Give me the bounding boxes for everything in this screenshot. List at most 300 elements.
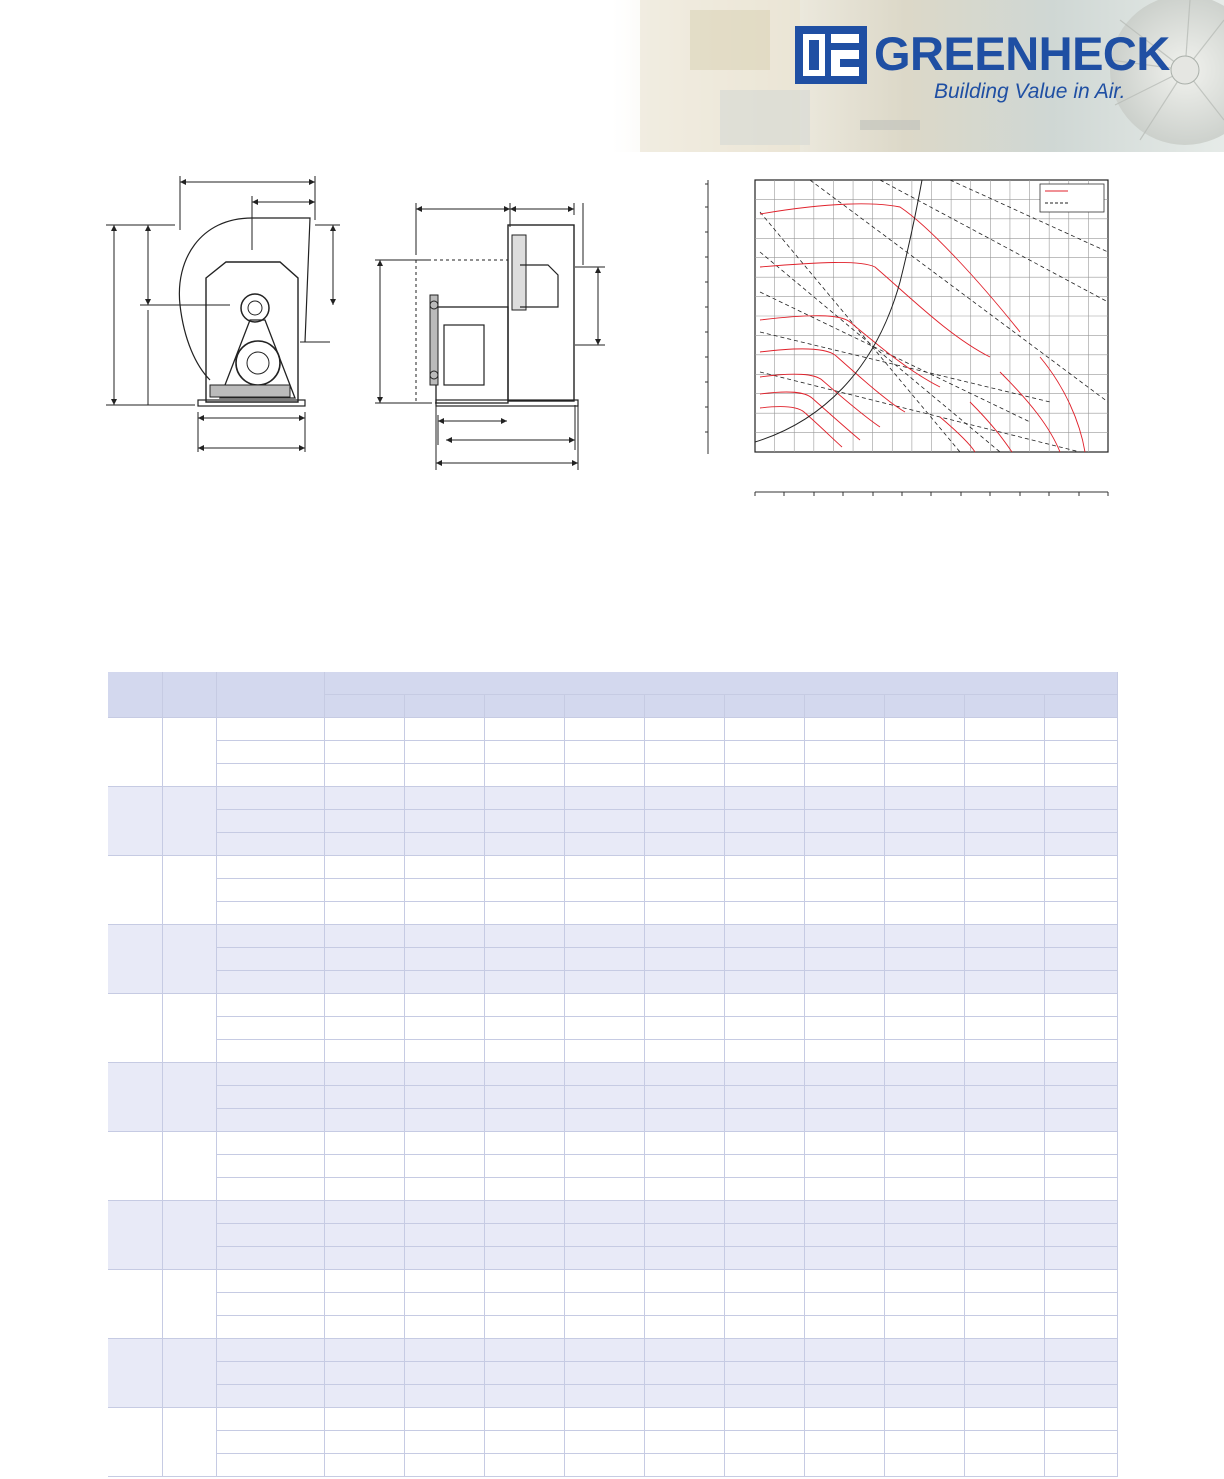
table-cell [724,1201,804,1224]
table-cell [644,741,724,764]
table-cell [1044,833,1117,856]
table-cell [404,787,484,810]
table-cell [324,925,404,948]
table-cell [884,1155,964,1178]
table-cell [484,1017,564,1040]
table-cell [162,1339,216,1408]
table-cell [884,1132,964,1155]
table-cell [804,1385,884,1408]
table-row [108,1017,1117,1040]
table-cell [324,718,404,741]
table-cell [884,1247,964,1270]
table-cell [964,1086,1044,1109]
table-cell [404,1086,484,1109]
table-cell [324,1270,404,1293]
chart-left-axis [705,180,708,454]
table-cell [162,925,216,994]
table-cell [964,948,1044,971]
table-cell [404,879,484,902]
table-cell [216,1362,324,1385]
table-row [108,1454,1117,1477]
table-cell [404,948,484,971]
table-cell [324,833,404,856]
fan-performance-curve-chart [700,172,1120,502]
table-cell [884,1178,964,1201]
table-cell [1044,1178,1117,1201]
table-cell [964,1408,1044,1431]
table-cell [564,1063,644,1086]
table-row [108,1086,1117,1109]
table-cell [964,1270,1044,1293]
table-row [108,856,1117,879]
table-cell [1044,948,1117,971]
table-cell [724,1362,804,1385]
table-cell [216,1247,324,1270]
table-cell [484,1086,564,1109]
table-cell [964,1063,1044,1086]
table-cell [884,1339,964,1362]
table-cell [1044,741,1117,764]
table-cell [324,810,404,833]
table-cell [404,902,484,925]
table-cell [162,1408,216,1477]
table-cell [724,1431,804,1454]
table-cell [324,1293,404,1316]
table-cell [216,856,324,879]
table-cell [484,1247,564,1270]
table-cell [216,810,324,833]
table-cell [564,1178,644,1201]
table-cell [564,1155,644,1178]
table-cell [108,1132,162,1201]
table-cell [404,1385,484,1408]
table-cell [724,718,804,741]
table-cell [216,879,324,902]
table-cell [884,1408,964,1431]
table-cell [1044,1270,1117,1293]
table-cell [964,1454,1044,1477]
table-header-cell [162,672,216,718]
table-cell [884,1362,964,1385]
table-cell [724,1385,804,1408]
table-row [108,1132,1117,1155]
table-cell [1044,1201,1117,1224]
table-cell [804,1339,884,1362]
table-cell [1044,787,1117,810]
table-cell [884,1293,964,1316]
table-cell [1044,1017,1117,1040]
table-header-row [108,672,1117,695]
table-cell [964,1178,1044,1201]
table-cell [324,879,404,902]
table-cell [724,1339,804,1362]
table-cell [324,1339,404,1362]
table-cell [484,1293,564,1316]
chart-bottom-axis [755,492,1108,496]
table-cell [724,879,804,902]
table-cell [804,1362,884,1385]
table-cell [804,1178,884,1201]
table-cell [564,1385,644,1408]
table-cell [404,1201,484,1224]
table-cell [108,1408,162,1477]
table-cell [804,1109,884,1132]
table-cell [804,1201,884,1224]
table-cell [564,1132,644,1155]
table-cell [404,856,484,879]
table-cell [484,1132,564,1155]
table-cell [804,718,884,741]
table-cell [644,1109,724,1132]
table-row [108,1247,1117,1270]
table-cell [216,1086,324,1109]
table-cell [884,1316,964,1339]
table-cell [644,1155,724,1178]
table-cell [324,1155,404,1178]
table-cell [884,902,964,925]
table-cell [724,810,804,833]
table-cell [216,1178,324,1201]
table-cell [564,1362,644,1385]
table-cell [324,1017,404,1040]
table-cell [964,1155,1044,1178]
table-cell [216,925,324,948]
table-cell [404,1408,484,1431]
table-cell [216,1454,324,1477]
table-row [108,1431,1117,1454]
table-cell [884,925,964,948]
table-cell [884,1454,964,1477]
table-cell [484,1408,564,1431]
table-cell [484,1201,564,1224]
table-row [108,1155,1117,1178]
table-cell [644,833,724,856]
table-cell [964,718,1044,741]
table-cell [324,1316,404,1339]
table-cell [216,1109,324,1132]
table-cell [216,1040,324,1063]
table-cell [964,741,1044,764]
table-cell [484,1063,564,1086]
table-cell [964,1316,1044,1339]
table-cell [724,1293,804,1316]
table-cell [964,879,1044,902]
table-cell [216,1270,324,1293]
table-cell [804,1247,884,1270]
chart-system-line [760,252,1000,452]
table-row [108,1316,1117,1339]
table-cell [1044,1454,1117,1477]
table-cell [644,1063,724,1086]
table-row [108,833,1117,856]
table-cell [484,810,564,833]
table-cell [484,1224,564,1247]
table-cell [1044,1155,1117,1178]
table-cell [216,764,324,787]
table-cell [324,1201,404,1224]
table-cell [404,971,484,994]
table-cell [216,718,324,741]
table-cell [324,1109,404,1132]
table-cell [216,1293,324,1316]
table-cell [564,1109,644,1132]
table-cell [964,1132,1044,1155]
table-cell [484,1316,564,1339]
table-cell [216,1408,324,1431]
table-cell [216,948,324,971]
table-cell [216,1431,324,1454]
table-cell [804,833,884,856]
table-cell [404,718,484,741]
table-cell [564,1086,644,1109]
table-cell [1044,971,1117,994]
table-cell [484,1155,564,1178]
table-row [108,1109,1117,1132]
table-cell [484,902,564,925]
chart-system-line [760,372,1080,452]
table-cell [324,948,404,971]
table-header-cell [324,695,404,718]
table-cell [162,1270,216,1339]
table-cell [724,902,804,925]
table-cell [564,879,644,902]
table-row [108,971,1117,994]
table-cell [804,1040,884,1063]
table-cell [484,1178,564,1201]
table-cell [724,994,804,1017]
table-cell [484,718,564,741]
table-cell [644,787,724,810]
table-cell [724,925,804,948]
chart-system-line [810,180,1108,402]
table-cell [324,1063,404,1086]
table-cell [804,856,884,879]
table-row [108,902,1117,925]
table-cell [644,1385,724,1408]
table-cell [724,833,804,856]
table-cell [964,1017,1044,1040]
table-cell [216,1201,324,1224]
table-cell [564,810,644,833]
table-row [108,787,1117,810]
table-cell [724,1178,804,1201]
table-cell [804,1155,884,1178]
table-cell [804,1224,884,1247]
table-cell [564,1454,644,1477]
table-cell [404,1293,484,1316]
table-cell [108,856,162,925]
table-cell [884,833,964,856]
table-cell [644,879,724,902]
table-cell [324,856,404,879]
table-cell [324,1408,404,1431]
chart-rpm-curves [760,204,1085,452]
table-cell [404,1339,484,1362]
table-cell [644,1339,724,1362]
table-row [108,810,1117,833]
table-header-cell [216,672,324,718]
table-cell [724,948,804,971]
table-cell [216,1224,324,1247]
table-header-cell [1044,695,1117,718]
table-cell [644,994,724,1017]
table-header-cell [804,695,884,718]
table-cell [404,1132,484,1155]
table-cell [724,1224,804,1247]
table-cell [884,1017,964,1040]
table-cell [564,1431,644,1454]
table-cell [804,787,884,810]
table-cell [1044,1339,1117,1362]
table-cell [484,833,564,856]
table-cell [804,764,884,787]
table-header-cell [324,672,1117,695]
table-cell [724,1155,804,1178]
table-cell [884,856,964,879]
table-cell [216,1017,324,1040]
table-cell [644,1132,724,1155]
table-cell [964,1293,1044,1316]
table-cell [216,1316,324,1339]
table-cell [644,1408,724,1431]
table-cell [1044,1385,1117,1408]
table-cell [484,1385,564,1408]
table-cell [804,902,884,925]
blower-front-elevation-drawing [100,170,340,460]
table-row [108,1040,1117,1063]
table-cell [884,1109,964,1132]
table-cell [644,1431,724,1454]
table-cell [484,1040,564,1063]
table-cell [884,1224,964,1247]
table-cell [484,1362,564,1385]
table-cell [1044,925,1117,948]
registered-mark: ® [857,76,864,86]
table-cell [484,971,564,994]
table-cell [108,1063,162,1132]
table-cell [108,787,162,856]
table-row [108,1339,1117,1362]
table-cell [884,879,964,902]
table-cell [1044,994,1117,1017]
table-header-cell [724,695,804,718]
table-cell [1044,902,1117,925]
table-cell [724,787,804,810]
table-cell [804,1063,884,1086]
table-cell [108,925,162,994]
table-row [108,1178,1117,1201]
table-cell [884,1201,964,1224]
table-cell [964,810,1044,833]
table-cell [804,1017,884,1040]
table-cell [564,902,644,925]
table-cell [724,1247,804,1270]
table-row [108,1270,1117,1293]
table-cell [1044,1040,1117,1063]
chart-rpm-curve [760,316,940,387]
table-row [108,879,1117,902]
table-cell [324,1385,404,1408]
table-cell [804,1316,884,1339]
table-cell [404,1362,484,1385]
table-cell [1044,1109,1117,1132]
table-cell [216,994,324,1017]
table-cell [216,787,324,810]
table-cell [324,1178,404,1201]
table-cell [1044,1362,1117,1385]
table-cell [884,948,964,971]
table-cell [162,718,216,787]
table-cell [484,879,564,902]
table-cell [162,1063,216,1132]
table-cell [804,948,884,971]
table-cell [404,1224,484,1247]
table-cell [644,948,724,971]
table-cell [1044,1086,1117,1109]
table-cell [1044,1293,1117,1316]
table-cell [404,741,484,764]
table-cell [804,1086,884,1109]
table-cell [484,1109,564,1132]
table-cell [644,1201,724,1224]
table-cell [404,1454,484,1477]
table-cell [964,1040,1044,1063]
table-header-cell [644,695,724,718]
table-cell [404,1270,484,1293]
table-cell [564,741,644,764]
table-cell [484,787,564,810]
table-cell [564,1224,644,1247]
chart-system-line [760,212,960,452]
table-row [108,741,1117,764]
table-cell [884,764,964,787]
chart-rpm-curve [760,374,880,427]
table-cell [964,764,1044,787]
table-cell [324,994,404,1017]
table-cell [216,833,324,856]
table-cell [964,856,1044,879]
table-cell [162,856,216,925]
table-cell [324,741,404,764]
table-cell [1044,1224,1117,1247]
table-cell [804,1132,884,1155]
table-cell [484,741,564,764]
chart-system-line [760,332,1050,402]
table-cell [1044,764,1117,787]
table-cell [564,787,644,810]
table-cell [964,1362,1044,1385]
table-cell [324,1454,404,1477]
table-cell [564,718,644,741]
table-cell [964,1247,1044,1270]
table-cell [324,1224,404,1247]
table-cell [644,925,724,948]
table-row [108,1063,1117,1086]
table-cell [162,994,216,1063]
table-cell [404,1247,484,1270]
table-cell [644,1454,724,1477]
table-cell [404,1109,484,1132]
table-cell [1044,810,1117,833]
table-cell [484,1431,564,1454]
table-row [108,718,1117,741]
table-cell [324,764,404,787]
table-cell [884,1431,964,1454]
table-cell [644,1247,724,1270]
table-cell [108,718,162,787]
table-cell [644,1178,724,1201]
table-cell [1044,1408,1117,1431]
